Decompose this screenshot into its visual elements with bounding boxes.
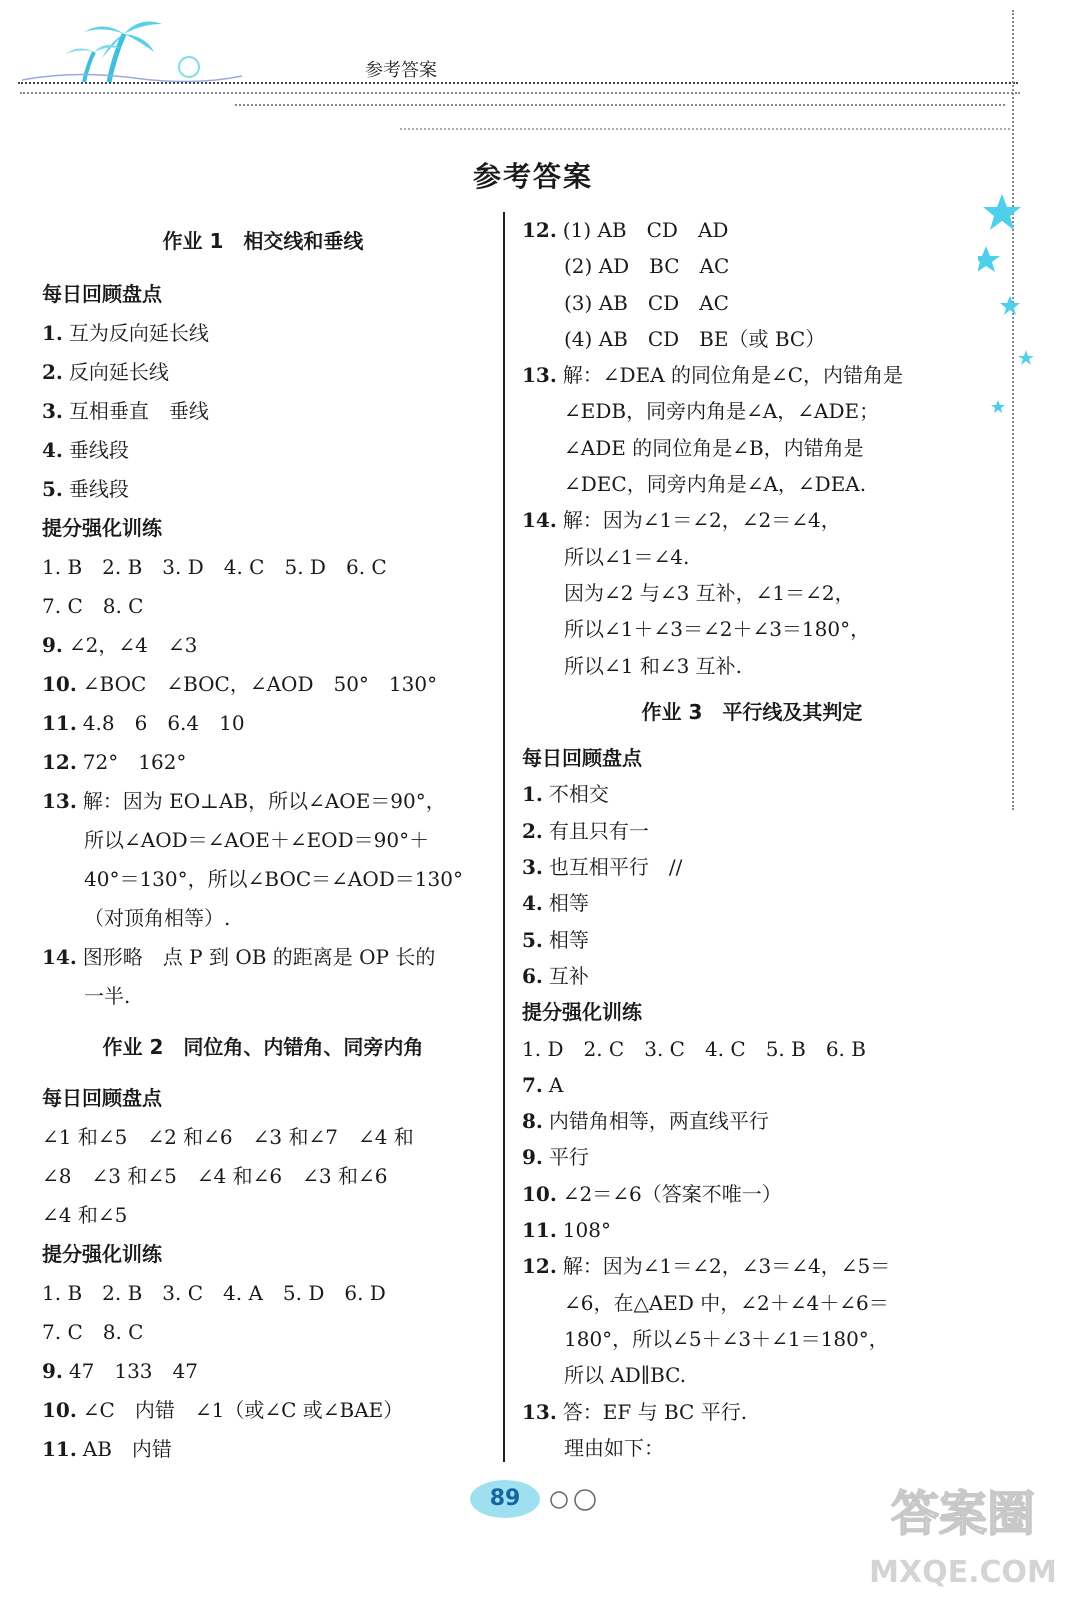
list-item: 5. 垂线段 <box>42 477 129 501</box>
left-column <box>42 222 484 1469</box>
answer-continuation: 40°＝130°，所以∠BOC＝∠AOD＝130° <box>84 867 463 891</box>
answer-continuation: 180°，所以∠5＋∠3＋∠1＝180°， <box>564 1326 889 1351</box>
list-item: 11. 108° <box>522 1218 611 1243</box>
circle-icon <box>551 1492 567 1508</box>
answer-continuation: ∠DEC，同旁内角是∠A，∠DEA. <box>564 472 867 497</box>
answer-row: 7. C 8. C <box>42 594 144 618</box>
palm-tree-icon <box>66 22 162 82</box>
section-title-hw3: 作业 3 平行线及其判定 <box>641 699 863 724</box>
header-dotted-line-3 <box>235 104 1005 106</box>
list-item: 10. ∠2＝∠6（答案不唯一） <box>522 1181 782 1206</box>
list-item: 4. 垂线段 <box>42 438 129 462</box>
star-icon <box>1000 296 1020 315</box>
list-item: 7. A <box>522 1072 564 1097</box>
list-item: 9. 47 133 47 <box>42 1359 198 1383</box>
list-item: 12. (1) AB CD AD <box>522 218 729 242</box>
list-item: 3. 互相垂直 垂线 <box>42 399 209 423</box>
answer-continuation: ∠EDB，同旁内角是∠A，∠ADE； <box>564 399 880 424</box>
header-dotted-line-2 <box>20 92 1020 94</box>
page-number-decoration <box>545 1488 605 1512</box>
list-item: 12. 解：因为∠1＝∠2，∠3＝∠4，∠5＝ <box>522 1254 891 1279</box>
list-item: 10. ∠C 内错 ∠1（或∠C 或∠BAE） <box>42 1398 404 1422</box>
list-item: 9. ∠2，∠4 ∠3 <box>42 633 198 657</box>
watermark-bottom: MXQE.COM <box>869 1555 1057 1590</box>
star-icon <box>983 194 1021 230</box>
watermark-logo <box>868 1470 1058 1590</box>
answer-row: ∠8 ∠3 和∠5 ∠4 和∠6 ∠3 和∠6 <box>42 1164 388 1188</box>
answer-row: 1. B 2. B 3. D 4. C 5. D 6. C <box>42 555 387 579</box>
answer-row: 1. B 2. B 3. C 4. A 5. D 6. D <box>42 1281 386 1305</box>
subheading-review: 每日回顾盘点 <box>42 1086 162 1110</box>
list-item: 12. 72° 162° <box>42 750 187 774</box>
list-item: 1. 不相交 <box>522 782 609 807</box>
list-item: 4. 相等 <box>522 891 589 916</box>
subheading-review: 每日回顾盘点 <box>42 282 162 306</box>
list-item: 14. 图形略 点 P 到 OB 的距离是 OP 长的 <box>42 945 436 969</box>
answer-continuation: (3) AB CD AC <box>564 290 729 315</box>
list-item: 5. 相等 <box>522 927 589 952</box>
header-dotted-line <box>18 82 1018 84</box>
star-icon <box>991 400 1005 413</box>
list-item: 13. 解：因为 EO⊥AB，所以∠AOE＝90°， <box>42 789 446 813</box>
list-item: 14. 解：因为∠1＝∠2，∠2＝∠4， <box>522 508 841 533</box>
subheading-training: 提分强化训练 <box>42 516 162 540</box>
answer-continuation: 一半. <box>84 984 131 1008</box>
section-title-hw1: 作业 1 相交线和垂线 <box>162 229 364 253</box>
list-item: 9. 平行 <box>522 1145 589 1170</box>
list-item: 3. 也互相平行 // <box>522 855 683 880</box>
page-title: 参考答案 <box>472 160 593 193</box>
page-number: 89 <box>470 1480 540 1518</box>
answer-continuation: （对顶角相等）. <box>84 906 231 930</box>
watermark-top: 答案圈 <box>890 1486 1036 1542</box>
answer-continuation: ∠ADE 的同位角是∠B，内错角是 <box>564 435 864 460</box>
list-item: 10. ∠BOC ∠BOC，∠AOD 50° 130° <box>42 672 438 696</box>
list-item: 2. 有且只有一 <box>522 818 649 843</box>
answer-continuation: 所以∠1＝∠4. <box>564 544 690 569</box>
right-column <box>522 212 982 1466</box>
subheading-review: 每日回顾盘点 <box>522 746 642 771</box>
stars-decoration <box>978 190 1048 430</box>
answer-row: ∠4 和∠5 <box>42 1203 128 1227</box>
list-item: 1. 互为反向延长线 <box>42 321 209 345</box>
answer-continuation: 所以∠1 和∠3 互补. <box>564 653 743 678</box>
list-item: 13. 答：EF 与 BC 平行. <box>522 1399 748 1424</box>
answer-continuation: 所以 AD∥BC. <box>564 1363 687 1388</box>
answer-continuation: (2) AD BC AC <box>564 254 730 279</box>
list-item: 8. 内错角相等，两直线平行 <box>522 1109 769 1134</box>
star-icon <box>1018 350 1034 365</box>
answer-continuation: (4) AB CD BE（或 BC） <box>564 326 826 351</box>
list-item: 11. 4.8 6 6.4 10 <box>42 711 245 735</box>
list-item: 2. 反向延长线 <box>42 360 169 384</box>
answer-continuation: 理由如下： <box>564 1435 664 1460</box>
section-title-hw2: 作业 2 同位角、内错角、同旁内角 <box>102 1035 424 1059</box>
list-item: 6. 互补 <box>522 963 589 988</box>
answer-continuation: 所以∠AOD＝∠AOE＋∠EOD＝90°＋ <box>84 828 430 852</box>
answer-row: ∠1 和∠5 ∠2 和∠6 ∠3 和∠7 ∠4 和 <box>42 1125 414 1149</box>
answer-continuation: ∠6，在△AED 中，∠2＋∠4＋∠6＝ <box>564 1290 889 1315</box>
header-dotted-line-4 <box>400 128 1010 130</box>
list-item: 13. 解：∠DEA 的同位角是∠C，内错角是 <box>522 363 904 388</box>
column-divider <box>503 212 505 1462</box>
answer-row: 7. C 8. C <box>42 1320 144 1344</box>
subheading-training: 提分强化训练 <box>42 1242 162 1266</box>
answer-row: 1. D 2. C 3. C 4. C 5. B 6. B <box>522 1036 866 1061</box>
answer-continuation: 所以∠1＋∠3＝∠2＋∠3＝180°， <box>564 617 871 642</box>
answer-continuation: 因为∠2 与∠3 互补，∠1＝∠2， <box>564 580 855 605</box>
list-item: 11. AB 内错 <box>42 1437 172 1461</box>
header-label: 参考答案 <box>365 60 437 81</box>
circle-icon <box>575 1490 595 1510</box>
palm-tree-logo <box>14 12 244 92</box>
subheading-training: 提分强化训练 <box>522 1000 642 1025</box>
